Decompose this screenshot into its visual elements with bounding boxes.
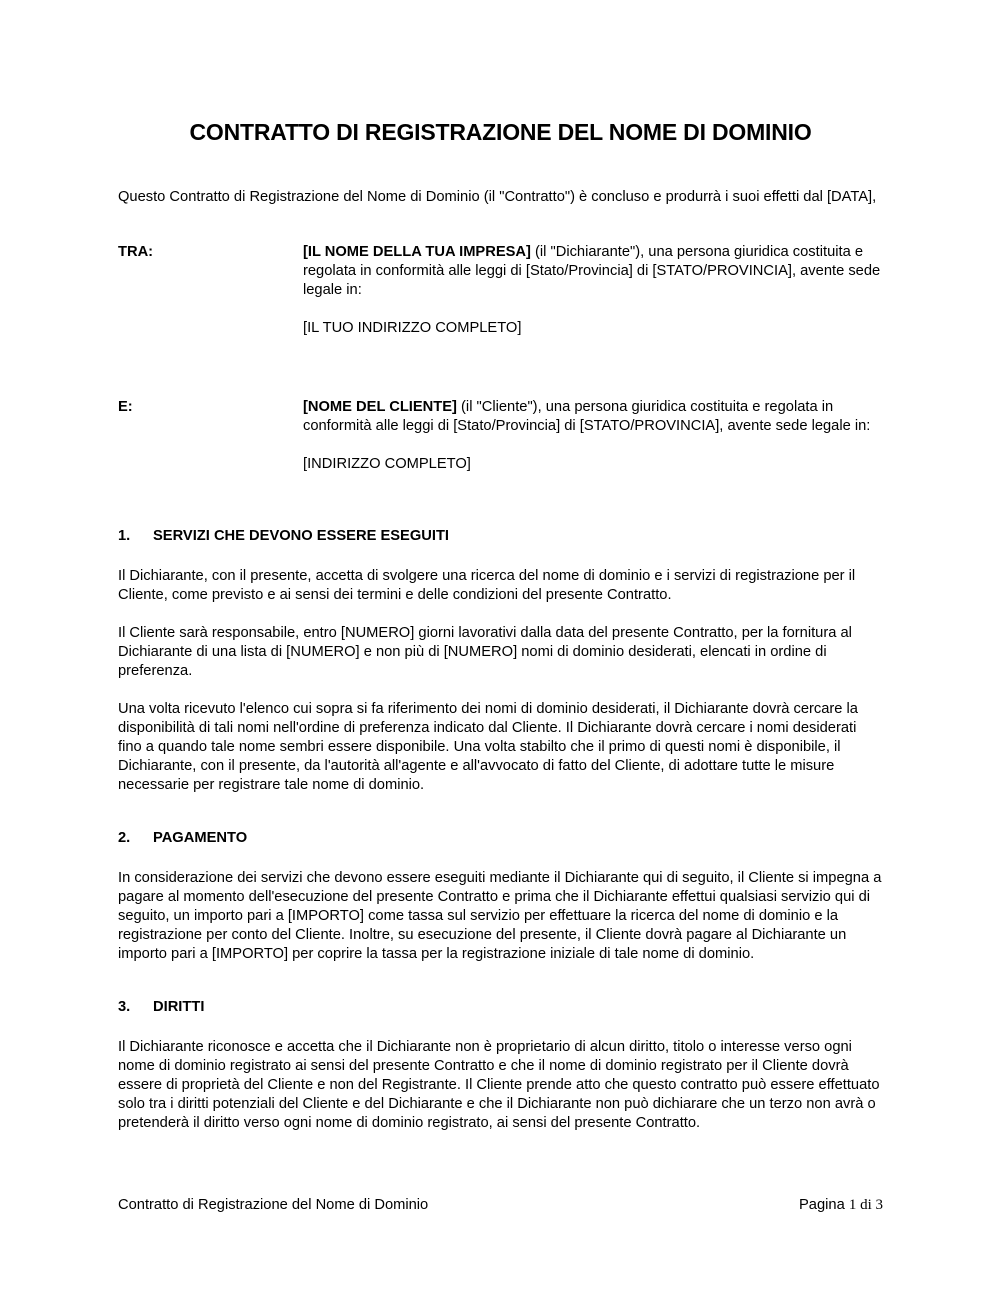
section-paragraph: In considerazione dei servizi che devono essere eseguiti mediante il Dichiarante qui di seguito, il Cliente si impegna a pagare al momento dell'esecuzione del presente Contratto e prima che il Dichiarante effettui qualsiasi servizio qui di seguito, un importo pari a [IMPORTO] come tassa sul servizio per effettuare la ricerca del nome di dominio e la registrazione per conto del Cliente. Inoltre, su esecuzione del presente, il Cliente dovrà pagare al Dichiarante un importo pari a [IMPORTO] per coprire la tassa per la registrazione iniziale di tale nome di dominio. — [118, 870, 882, 962]
document-title: CONTRATTO DI REGISTRAZIONE DEL NOME DI DOMINIO — [189, 119, 812, 145]
page-footer — [118, 1196, 883, 1215]
section-paragraph: Il Dichiarante riconosce e accetta che il Dichiarante non è proprietario di alcun diritto, titolo o interesse verso ogni nome di dominio registrato ai sensi del presente Contratto e che il nome di dominio registrato per il Cliente dovrà essere di proprietà del Cliente e non del Registrante. Il Cliente prende atto che questo contratto può essere effettuato solo tra i diritti potenziali del Cliente e del Dichiarante e che il Dichiarante non può dichiarare che un terzo non avrà o pretenderà il diritto verso ogni nome di dominio registrato, ai sensi del presente Contratto. — [118, 1039, 880, 1131]
party-content-e — [303, 398, 883, 493]
section-paragraphs — [118, 1038, 883, 1133]
party-name-placeholder: [NOME DEL CLIENTE] — [303, 399, 457, 415]
party-description-text: (il "Cliente"), una persona giuridica costituita e regolata in conformità alle leggi di [Stato/Provincia] di [STATO/PROVINCIA], avente sede legale in: — [303, 399, 871, 434]
party-address-placeholder: [INDIRIZZO COMPLETO] — [303, 456, 471, 472]
footer-page-number — [799, 1196, 883, 1215]
section-number: 3. — [118, 999, 131, 1015]
intro-paragraph: Questo Contratto di Registrazione del Nome di Dominio (il "Contratto") è concluso e produrrà i suoi effetti dal [DATA], — [118, 189, 877, 205]
party-name-placeholder: [IL NOME DELLA TUA IMPRESA] — [303, 244, 531, 260]
section-pagamento — [118, 829, 883, 964]
party-row-e — [118, 398, 883, 493]
section-paragraphs — [118, 869, 883, 964]
section-title: SERVIZI CHE DEVONO ESSERE ESEGUITI — [153, 528, 449, 544]
footer-page-label: Pagina — [799, 1197, 845, 1213]
section-servizi — [118, 527, 883, 795]
footer-document-name: Contratto di Registrazione del Nome di Dominio — [118, 1197, 429, 1213]
footer-page-count: 1 di 3 — [848, 1197, 883, 1213]
party-row-tra — [118, 243, 883, 357]
section-paragraph: Il Cliente sarà responsabile, entro [NUMERO] giorni lavorativi dalla data del presente Contratto, per la fornitura al Dichiarante di una lista di [NUMERO] e non più di [NUMERO] nomi di dominio desiderati, elencati in ordine di preferenza. — [118, 625, 852, 679]
section-diritti — [118, 998, 883, 1133]
party-description-text: (il "Dichiarante"), una persona giuridica costituita e regolata in conformità alle leggi di [Stato/Provincia] di [STATO/PROVINCIA], avente sede legale in: — [303, 244, 881, 298]
party-address-placeholder: [IL TUO INDIRIZZO COMPLETO] — [303, 320, 522, 336]
party-description — [303, 398, 883, 436]
section-title: PAGAMENTO — [153, 830, 248, 846]
section-heading — [118, 998, 883, 1017]
section-paragraph: Una volta ricevuto l'elenco cui sopra si fa riferimento dei nomi di dominio desiderati, il Dichiarante dovrà cercare la disponibilità di tali nomi nell'ordine di preferenza indicato dal Cliente. Il Dichiarante dovrà cercare i nomi desiderati fino a quando tale nome sembri essere disponibile. Una volta stabilto che il primo di questi nomi è disponibile, il Dichiarante, con il presente, da l'autorità all'agente e all'avvocato di fatto del Cliente, di adottare tutte le misure necessarie per registrare tale nome di dominio. — [118, 701, 858, 793]
section-paragraphs — [118, 567, 883, 795]
party-content-tra — [303, 243, 883, 357]
section-number: 2. — [118, 830, 131, 846]
party-description — [303, 243, 883, 300]
section-title: DIRITTI — [153, 999, 205, 1015]
section-paragraph: Il Dichiarante, con il presente, accetta di svolgere una ricerca del nome di dominio e i servizi di registrazione per il Cliente, come previsto e ai sensi dei termini e delle condizioni del presente Contratto. — [118, 568, 856, 603]
section-heading — [118, 829, 883, 848]
section-heading — [118, 527, 883, 546]
party-label-tra: TRA: — [118, 244, 154, 260]
section-number: 1. — [118, 528, 131, 544]
party-label-e: E: — [118, 399, 133, 415]
